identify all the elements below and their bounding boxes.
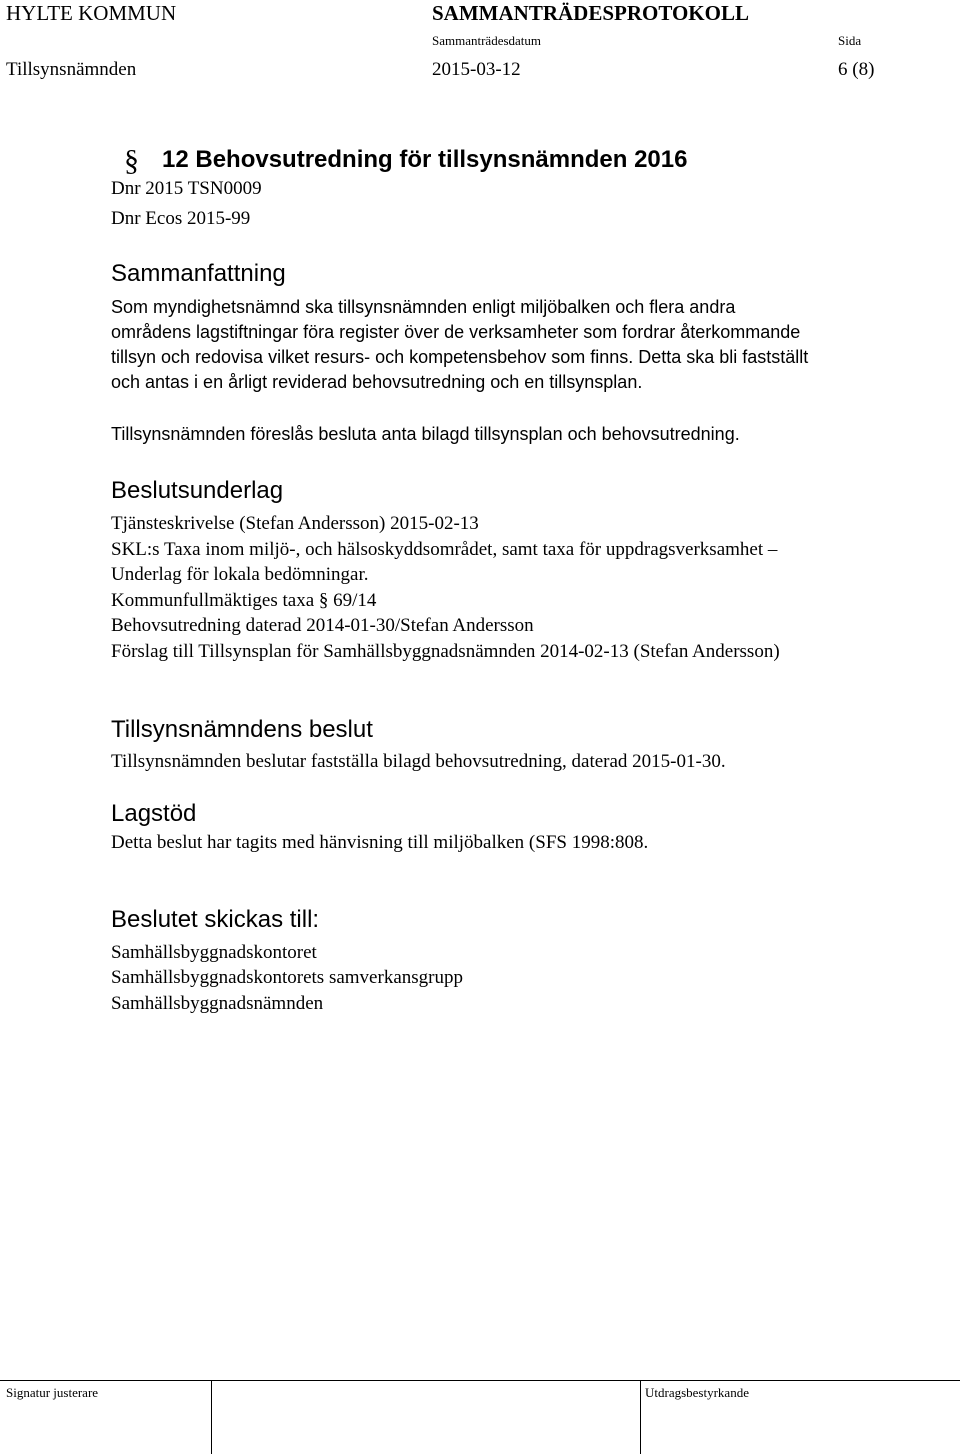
org-name: HYLTE KOMMUN: [6, 1, 177, 25]
basis-line: Tjänsteskrivelse (Stefan Andersson) 2015-02-13: [111, 513, 479, 534]
summary-line: tillsyn och redovisa vilket resurs- och kompetensbehov som finns. Detta ska bli fastställt: [111, 347, 809, 367]
page-label: Sida: [838, 33, 862, 48]
document-type: SAMMANTRÄDESPROTOKOLL: [432, 1, 749, 25]
signature-label: Signatur justerare: [6, 1385, 99, 1400]
decision-text: Tillsynsnämnden beslutar fastställa bilagd behovsutredning, daterad 2015-01-30.: [111, 751, 726, 772]
summary-line: Som myndighetsnämnd ska tillsynsnämnden enligt miljöbalken och flera andra: [111, 297, 736, 317]
page-number: 6 (8): [838, 59, 875, 80]
legal-text: Detta beslut har tagits med hänvisning till miljöbalken (SFS 1998:808.: [111, 832, 649, 853]
dnr-ecos: Dnr Ecos 2015-99: [111, 208, 251, 229]
recipients-heading: Beslutet skickas till:: [111, 906, 320, 933]
basis-line: Underlag för lokala bedömningar.: [111, 564, 369, 585]
decision-heading: Tillsynsnämndens beslut: [111, 716, 373, 743]
summary-line: områdens lagstiftningar föra register över de verksamheter som fordrar återkommande: [111, 322, 801, 342]
committee-name: Tillsynsnämnden: [6, 59, 137, 80]
meeting-date: 2015-03-12: [432, 59, 521, 80]
summary-line: och antas i en årligt reviderad behovsutredning och en tillsynsplan.: [111, 372, 643, 392]
summary-proposal: Tillsynsnämnden föreslås besluta anta bilagd tillsynsplan och behovsutredning.: [111, 424, 740, 444]
basis-heading: Beslutsunderlag: [111, 477, 284, 504]
paragraph-symbol: §: [124, 144, 139, 177]
summary-heading: Sammanfattning: [111, 260, 286, 287]
footer-column-divider: [211, 1380, 212, 1454]
basis-line: SKL:s Taxa inom miljö-, och hälsoskyddsområdet, samt taxa för uppdragsverksamhet –: [111, 539, 778, 560]
recipient: Samhällsbyggnadskontorets samverkansgrupp: [111, 967, 463, 988]
recipient: Samhällsbyggnadskontoret: [111, 942, 317, 963]
basis-line: Förslag till Tillsynsplan för Samhällsbyggnadsnämnden 2014-02-13 (Stefan Andersson): [111, 641, 780, 662]
dnr: Dnr 2015 TSN0009: [111, 178, 262, 199]
footer-divider: [0, 1380, 960, 1381]
basis-line: Behovsutredning daterad 2014-01-30/Stefan Andersson: [111, 615, 534, 636]
footer-column-divider: [640, 1380, 641, 1454]
extract-label: Utdragsbestyrkande: [645, 1385, 749, 1400]
meeting-date-label: Sammanträdesdatum: [432, 33, 542, 48]
recipient: Samhällsbyggnadsnämnden: [111, 993, 324, 1014]
basis-line: Kommunfullmäktiges taxa § 69/14: [111, 590, 377, 611]
legal-heading: Lagstöd: [111, 800, 197, 827]
section-title: 12 Behovsutredning för tillsynsnämnden 2016: [162, 146, 688, 173]
